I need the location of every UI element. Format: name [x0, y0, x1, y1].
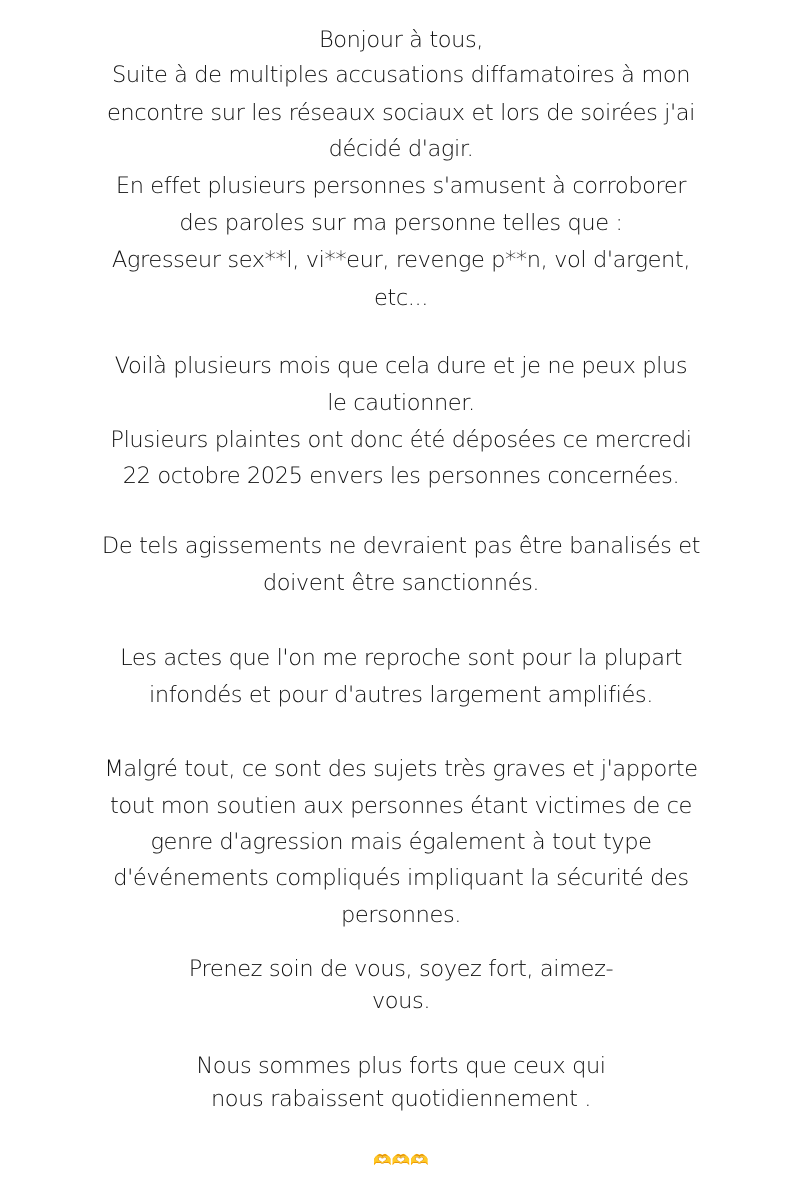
text-line: des paroles sur ma personne telles que :	[179, 210, 623, 236]
text-line: Suite à de multiples accusations diffamatoires à mon	[111, 62, 691, 88]
text-line: Les actes que l'on me reproche sont pour la plupart	[120, 645, 682, 671]
heart-hands-emoji-icon: 🫶🫶🫶	[372, 1151, 430, 1169]
text-line: nous rabaissent quotidiennement .	[210, 1086, 592, 1112]
text-line: vous.	[371, 988, 431, 1014]
text-line: 22 octobre 2025 envers les personnes concernées.	[122, 463, 680, 489]
text-line: En effet plusieurs personnes s'amusent à corroborer	[115, 173, 687, 199]
text-line: d'événements compliqués impliquant la sécurité des	[113, 865, 689, 891]
text-line: personnes.	[340, 902, 462, 928]
text-line: etc...	[373, 285, 429, 311]
text-line: décidé d'agir.	[328, 136, 474, 162]
text-line: doivent être sanctionnés.	[262, 570, 540, 596]
text-line: infondés et pour d'autres largement amplifiés.	[148, 682, 653, 708]
text-line: Bonjour à tous,	[318, 27, 484, 53]
text-line: Nous sommes plus forts que ceux qui	[196, 1053, 606, 1079]
text-line: Prenez soin de vous, soyez fort, aimez-	[188, 956, 614, 982]
text-line: encontre sur les réseaux sociaux et lors de soirées j'ai	[106, 100, 696, 126]
text-line: De tels agissements ne devraient pas être banalisés et	[101, 533, 701, 559]
text-line: genre d'agression mais également à tout type	[150, 829, 652, 855]
text-line: Agresseur sex**l, vi**eur, revenge p**n, vol d'argent,	[111, 247, 691, 273]
text-line: le cautionner.	[327, 390, 475, 416]
text-line: Voilà plusieurs mois que cela dure et je ne peux plus	[114, 353, 688, 379]
text-line: Plusieurs plaintes ont donc été déposées ce mercredi	[110, 427, 692, 453]
text-line: Malgré tout, ce sont des sujets très graves et j'apporte	[104, 756, 698, 782]
text-line: tout mon soutien aux personnes étant victimes de ce	[109, 793, 693, 819]
